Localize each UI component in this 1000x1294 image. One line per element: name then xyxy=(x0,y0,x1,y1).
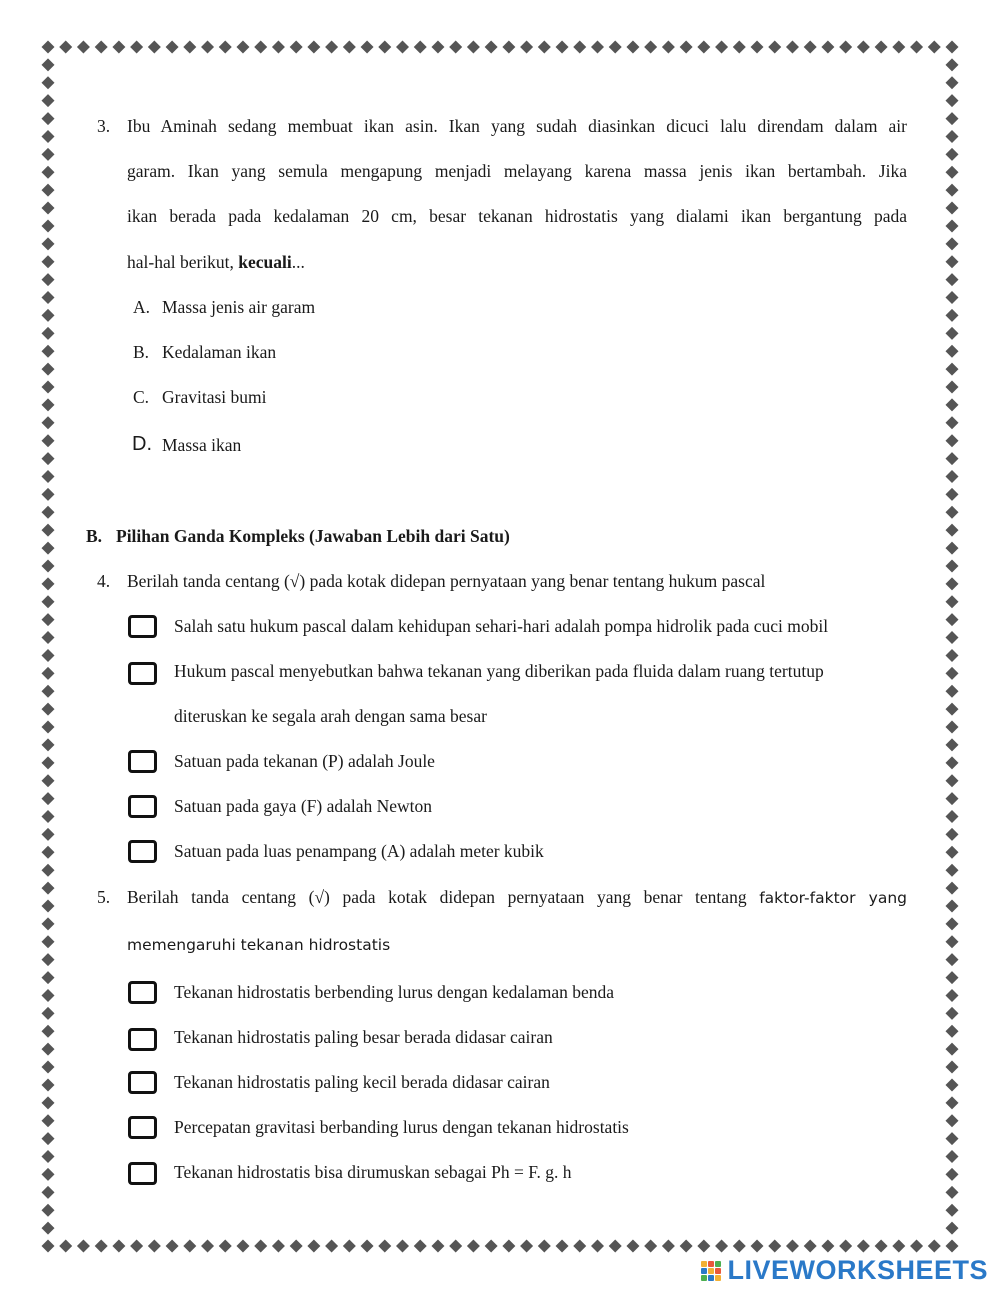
border-diamond xyxy=(538,41,551,54)
border-diamond xyxy=(715,41,728,54)
border-diamond xyxy=(42,1025,55,1038)
border-diamond xyxy=(254,41,267,54)
border-diamond xyxy=(42,792,55,805)
border-diamond xyxy=(236,41,249,54)
border-diamond xyxy=(946,273,959,286)
border-diamond xyxy=(42,595,55,608)
q4-statement-2-line-1: Hukum pascal menyebutkan bahwa tekanan yang diberikan pada fluida dalam ruang tertutup xyxy=(174,661,824,681)
border-diamond xyxy=(946,94,959,107)
q4-checkbox-5[interactable] xyxy=(128,840,157,863)
q3-except-keyword: kecuali xyxy=(238,252,292,272)
border-diamond xyxy=(431,41,444,54)
border-diamond xyxy=(733,41,746,54)
border-diamond xyxy=(626,1240,639,1253)
border-diamond xyxy=(946,416,959,429)
border-diamond xyxy=(42,559,55,572)
border-diamond xyxy=(946,41,959,54)
border-diamond xyxy=(42,1240,55,1253)
border-diamond xyxy=(680,1240,693,1253)
border-diamond xyxy=(42,613,55,626)
border-diamond xyxy=(414,1240,427,1253)
q3-line4-post: ... xyxy=(291,252,305,272)
border-diamond xyxy=(42,1150,55,1163)
border-diamond xyxy=(946,899,959,912)
border-diamond xyxy=(77,1240,90,1253)
q4-statement-5: Satuan pada luas penampang (A) adalah meter kubik xyxy=(174,841,544,861)
border-diamond xyxy=(768,1240,781,1253)
border-diamond xyxy=(42,667,55,680)
border-diamond xyxy=(42,327,55,340)
q4-checkbox-2[interactable] xyxy=(128,662,157,685)
border-diamond xyxy=(946,202,959,215)
border-diamond xyxy=(361,41,374,54)
border-diamond xyxy=(946,685,959,698)
border-diamond xyxy=(946,559,959,572)
border-diamond xyxy=(946,166,959,179)
border-diamond xyxy=(946,792,959,805)
border-diamond xyxy=(538,1240,551,1253)
border-diamond xyxy=(626,41,639,54)
border-diamond xyxy=(644,1240,657,1253)
border-diamond xyxy=(431,1240,444,1253)
border-diamond xyxy=(42,577,55,590)
liveworksheets-brand-name: LIVEWORKSHEETS xyxy=(727,1255,988,1285)
q5-statement-2: Tekanan hidrostatis paling besar berada didasar cairan xyxy=(174,1027,553,1047)
border-diamond xyxy=(42,76,55,89)
border-diamond xyxy=(42,631,55,644)
border-diamond xyxy=(272,1240,285,1253)
border-diamond xyxy=(857,41,870,54)
border-diamond xyxy=(325,1240,338,1253)
border-diamond xyxy=(449,1240,462,1253)
border-diamond xyxy=(42,506,55,519)
q5-checkbox-5[interactable] xyxy=(128,1162,157,1185)
border-diamond xyxy=(219,1240,232,1253)
border-diamond xyxy=(42,41,55,54)
border-diamond xyxy=(42,291,55,304)
border-diamond xyxy=(219,41,232,54)
section-b-title: Pilihan Ganda Kompleks (Jawaban Lebih dari Satu) xyxy=(116,526,510,546)
border-diamond xyxy=(946,237,959,250)
border-diamond xyxy=(839,41,852,54)
border-diamond xyxy=(946,846,959,859)
q5-prompt-line-1 xyxy=(127,886,907,909)
border-diamond xyxy=(343,1240,356,1253)
border-diamond xyxy=(733,1240,746,1253)
border-diamond xyxy=(946,649,959,662)
border-diamond xyxy=(946,613,959,626)
q4-statement-4: Satuan pada gaya (F) adalah Newton xyxy=(174,796,433,816)
border-diamond xyxy=(290,1240,303,1253)
border-diamond xyxy=(946,76,959,89)
border-diamond xyxy=(325,41,338,54)
border-diamond xyxy=(697,41,710,54)
border-diamond xyxy=(946,452,959,465)
border-diamond xyxy=(42,434,55,447)
border-diamond xyxy=(591,1240,604,1253)
border-diamond xyxy=(946,506,959,519)
border-diamond xyxy=(875,1240,888,1253)
border-diamond xyxy=(42,703,55,716)
border-diamond xyxy=(59,1240,72,1253)
border-diamond xyxy=(556,1240,569,1253)
border-diamond xyxy=(892,1240,905,1253)
border-diamond xyxy=(662,41,675,54)
border-diamond xyxy=(821,1240,834,1253)
border-diamond xyxy=(946,470,959,483)
border-diamond xyxy=(130,41,143,54)
border-diamond xyxy=(946,721,959,734)
q5-checkbox-1[interactable] xyxy=(128,981,157,1004)
border-diamond xyxy=(946,1240,959,1253)
border-diamond xyxy=(946,1061,959,1074)
border-diamond xyxy=(804,41,817,54)
q3-option-d-letter: D. xyxy=(132,433,152,455)
q5-checkbox-3[interactable] xyxy=(128,1071,157,1094)
q5-statement-1: Tekanan hidrostatis berbending lurus dengan kedalaman benda xyxy=(174,982,615,1002)
border-diamond xyxy=(378,1240,391,1253)
border-diamond xyxy=(591,41,604,54)
border-diamond xyxy=(42,685,55,698)
q5-prompt-serif: Berilah tanda centang (√) pada kotak didepan pernyataan yang benar tentang xyxy=(127,887,747,907)
border-diamond xyxy=(396,41,409,54)
border-diamond xyxy=(201,41,214,54)
border-diamond xyxy=(556,41,569,54)
q4-checkbox-4[interactable] xyxy=(128,795,157,818)
border-diamond xyxy=(42,309,55,322)
border-diamond xyxy=(946,667,959,680)
q3-text-line-2: garam. Ikan yang semula mengapung menjadi melayang karena massa jenis ikan bertambah. Jika xyxy=(127,161,907,181)
border-diamond xyxy=(715,1240,728,1253)
q3-option-b-text[interactable]: Kedalaman ikan xyxy=(162,342,277,362)
border-diamond xyxy=(946,398,959,411)
border-diamond xyxy=(946,810,959,823)
q3-number: 3. xyxy=(97,116,111,136)
border-diamond xyxy=(928,41,941,54)
q3-option-c-letter: C. xyxy=(133,387,150,407)
border-diamond xyxy=(804,1240,817,1253)
border-diamond xyxy=(42,184,55,197)
border-diamond xyxy=(502,1240,515,1253)
border-diamond xyxy=(42,381,55,394)
border-diamond xyxy=(42,166,55,179)
border-diamond xyxy=(42,524,55,537)
border-diamond xyxy=(946,1150,959,1163)
border-diamond xyxy=(946,828,959,841)
border-diamond xyxy=(42,398,55,411)
liveworksheets-logo-icon xyxy=(701,1261,721,1281)
border-diamond xyxy=(42,971,55,984)
q5-checkbox-2[interactable] xyxy=(128,1028,157,1051)
border-diamond xyxy=(821,41,834,54)
border-diamond xyxy=(166,1240,179,1253)
border-diamond xyxy=(42,828,55,841)
border-diamond xyxy=(609,1240,622,1253)
border-diamond xyxy=(786,41,799,54)
border-diamond xyxy=(946,148,959,161)
q3-text-line-4 xyxy=(127,251,305,273)
border-diamond xyxy=(946,309,959,322)
border-diamond xyxy=(42,345,55,358)
q5-statement-3: Tekanan hidrostatis paling kecil berada didasar cairan xyxy=(174,1072,550,1092)
border-diamond xyxy=(42,935,55,948)
border-diamond xyxy=(946,381,959,394)
border-diamond xyxy=(42,882,55,895)
border-diamond xyxy=(42,202,55,215)
q4-prompt: Berilah tanda centang (√) pada kotak didepan pernyataan yang benar tentang hukum pascal xyxy=(127,571,766,591)
border-diamond xyxy=(502,41,515,54)
border-diamond xyxy=(42,810,55,823)
border-diamond xyxy=(485,1240,498,1253)
border-diamond xyxy=(946,953,959,966)
border-diamond xyxy=(42,953,55,966)
border-diamond xyxy=(946,774,959,787)
border-diamond xyxy=(449,41,462,54)
border-diamond xyxy=(59,41,72,54)
liveworksheets-brand[interactable] xyxy=(701,1255,988,1286)
border-diamond xyxy=(95,1240,108,1253)
border-diamond xyxy=(946,1132,959,1145)
border-diamond xyxy=(946,219,959,232)
border-diamond xyxy=(946,1222,959,1235)
border-diamond xyxy=(946,989,959,1002)
border-diamond xyxy=(946,917,959,930)
border-diamond xyxy=(697,1240,710,1253)
border-diamond xyxy=(42,219,55,232)
border-diamond xyxy=(183,41,196,54)
border-diamond xyxy=(946,1114,959,1127)
border-diamond xyxy=(662,1240,675,1253)
border-diamond xyxy=(946,864,959,877)
border-diamond xyxy=(768,41,781,54)
border-diamond xyxy=(42,363,55,376)
q5-number: 5. xyxy=(97,887,111,907)
border-diamond xyxy=(946,1007,959,1020)
border-diamond xyxy=(946,434,959,447)
border-diamond xyxy=(875,41,888,54)
border-diamond xyxy=(839,1240,852,1253)
border-diamond xyxy=(946,971,959,984)
border-diamond xyxy=(42,58,55,71)
border-diamond xyxy=(946,1204,959,1217)
border-diamond xyxy=(946,1025,959,1038)
q3-option-c-text[interactable]: Gravitasi bumi xyxy=(162,387,267,407)
border-diamond xyxy=(42,273,55,286)
border-diamond xyxy=(42,846,55,859)
border-diamond xyxy=(946,363,959,376)
q4-statement-1: Salah satu hukum pascal dalam kehidupan sehari-hari adalah pompa hidrolik pada cuci mobil xyxy=(174,616,829,636)
border-diamond xyxy=(361,1240,374,1253)
border-diamond xyxy=(130,1240,143,1253)
q5-checkbox-4[interactable] xyxy=(128,1116,157,1139)
border-diamond xyxy=(42,1078,55,1091)
border-diamond xyxy=(644,41,657,54)
q4-checkbox-1[interactable] xyxy=(128,615,157,638)
border-diamond xyxy=(520,1240,533,1253)
q3-line4-pre: hal-hal berikut, xyxy=(127,252,234,272)
border-diamond xyxy=(396,1240,409,1253)
border-diamond xyxy=(236,1240,249,1253)
border-diamond xyxy=(95,41,108,54)
border-diamond xyxy=(573,41,586,54)
border-diamond xyxy=(166,41,179,54)
border-diamond xyxy=(946,327,959,340)
border-diamond xyxy=(946,882,959,895)
border-diamond xyxy=(910,1240,923,1253)
border-diamond xyxy=(307,1240,320,1253)
border-diamond xyxy=(946,738,959,751)
border-diamond xyxy=(42,488,55,501)
border-diamond xyxy=(42,1132,55,1145)
border-diamond xyxy=(42,774,55,787)
border-diamond xyxy=(892,41,905,54)
border-diamond xyxy=(946,488,959,501)
q4-number: 4. xyxy=(97,571,111,591)
border-diamond xyxy=(414,41,427,54)
border-diamond xyxy=(467,1240,480,1253)
q3-option-b-letter: B. xyxy=(133,342,150,362)
border-diamond xyxy=(307,41,320,54)
q4-statement-2-line-2: diteruskan ke segala arah dengan sama besar xyxy=(174,706,487,726)
border-diamond xyxy=(42,649,55,662)
border-diamond xyxy=(946,345,959,358)
border-diamond xyxy=(42,237,55,250)
border-diamond xyxy=(467,41,480,54)
border-diamond xyxy=(946,524,959,537)
border-diamond xyxy=(609,41,622,54)
border-diamond xyxy=(42,1204,55,1217)
border-diamond xyxy=(946,1096,959,1109)
border-diamond xyxy=(42,112,55,125)
border-diamond xyxy=(946,631,959,644)
q3-option-a-text[interactable]: Massa jenis air garam xyxy=(162,297,316,317)
q5-statement-5: Tekanan hidrostatis bisa dirumuskan sebagai Ph = F. g. h xyxy=(174,1162,572,1182)
q5-prompt-sans: faktor-faktor yang xyxy=(759,889,908,907)
border-diamond xyxy=(42,542,55,555)
border-diamond xyxy=(946,255,959,268)
border-diamond xyxy=(946,1043,959,1056)
border-diamond xyxy=(946,935,959,948)
border-diamond xyxy=(290,41,303,54)
q5-statement-4: Percepatan gravitasi berbanding lurus dengan tekanan hidrostatis xyxy=(174,1117,629,1137)
q4-checkbox-3[interactable] xyxy=(128,750,157,773)
border-diamond xyxy=(946,1078,959,1091)
border-diamond xyxy=(42,1007,55,1020)
border-diamond xyxy=(42,756,55,769)
border-diamond xyxy=(946,130,959,143)
border-diamond xyxy=(946,291,959,304)
border-diamond xyxy=(520,41,533,54)
border-diamond xyxy=(573,1240,586,1253)
border-diamond xyxy=(42,721,55,734)
border-diamond xyxy=(485,41,498,54)
border-diamond xyxy=(254,1240,267,1253)
border-diamond xyxy=(42,864,55,877)
border-diamond xyxy=(42,989,55,1002)
border-diamond xyxy=(42,1168,55,1181)
border-diamond xyxy=(751,1240,764,1253)
border-diamond xyxy=(148,41,161,54)
border-diamond xyxy=(378,41,391,54)
border-diamond xyxy=(42,1096,55,1109)
border-diamond xyxy=(751,41,764,54)
border-diamond xyxy=(42,130,55,143)
border-diamond xyxy=(928,1240,941,1253)
border-diamond xyxy=(77,41,90,54)
border-diamond xyxy=(42,1222,55,1235)
border-diamond xyxy=(42,1043,55,1056)
border-diamond xyxy=(42,255,55,268)
border-diamond xyxy=(680,41,693,54)
border-diamond xyxy=(343,41,356,54)
q5-prompt-line-2: memengaruhi tekanan hidrostatis xyxy=(127,936,391,954)
border-diamond xyxy=(42,416,55,429)
border-diamond xyxy=(946,703,959,716)
q3-option-a-letter: A. xyxy=(133,297,151,317)
border-diamond xyxy=(183,1240,196,1253)
q3-text-line-3: ikan berada pada kedalaman 20 cm, besar tekanan hidrostatis yang dialami ikan bergantung pada xyxy=(127,206,907,226)
border-diamond xyxy=(857,1240,870,1253)
border-diamond xyxy=(786,1240,799,1253)
section-b-letter: B. xyxy=(86,526,103,546)
border-diamond xyxy=(112,41,125,54)
border-diamond xyxy=(42,1114,55,1127)
border-diamond xyxy=(42,899,55,912)
border-diamond xyxy=(42,94,55,107)
border-diamond xyxy=(946,1186,959,1199)
border-diamond xyxy=(42,1186,55,1199)
border-diamond xyxy=(42,1061,55,1074)
border-diamond xyxy=(946,58,959,71)
border-diamond xyxy=(42,452,55,465)
border-diamond xyxy=(42,148,55,161)
border-diamond xyxy=(148,1240,161,1253)
border-diamond xyxy=(946,112,959,125)
border-diamond xyxy=(42,738,55,751)
border-diamond xyxy=(910,41,923,54)
border-diamond xyxy=(946,184,959,197)
q3-option-d-text[interactable]: Massa ikan xyxy=(162,435,242,455)
border-diamond xyxy=(946,595,959,608)
border-diamond xyxy=(112,1240,125,1253)
border-diamond xyxy=(201,1240,214,1253)
border-diamond xyxy=(42,470,55,483)
border-diamond xyxy=(946,1168,959,1181)
q3-text-line-1: Ibu Aminah sedang membuat ikan asin. Ikan yang sudah diasinkan dicuci lalu direndam dalam air xyxy=(127,116,907,136)
border-diamond xyxy=(946,542,959,555)
border-diamond xyxy=(946,756,959,769)
q4-statement-3: Satuan pada tekanan (P) adalah Joule xyxy=(174,751,435,771)
border-diamond xyxy=(946,577,959,590)
border-diamond xyxy=(272,41,285,54)
border-diamond xyxy=(42,917,55,930)
